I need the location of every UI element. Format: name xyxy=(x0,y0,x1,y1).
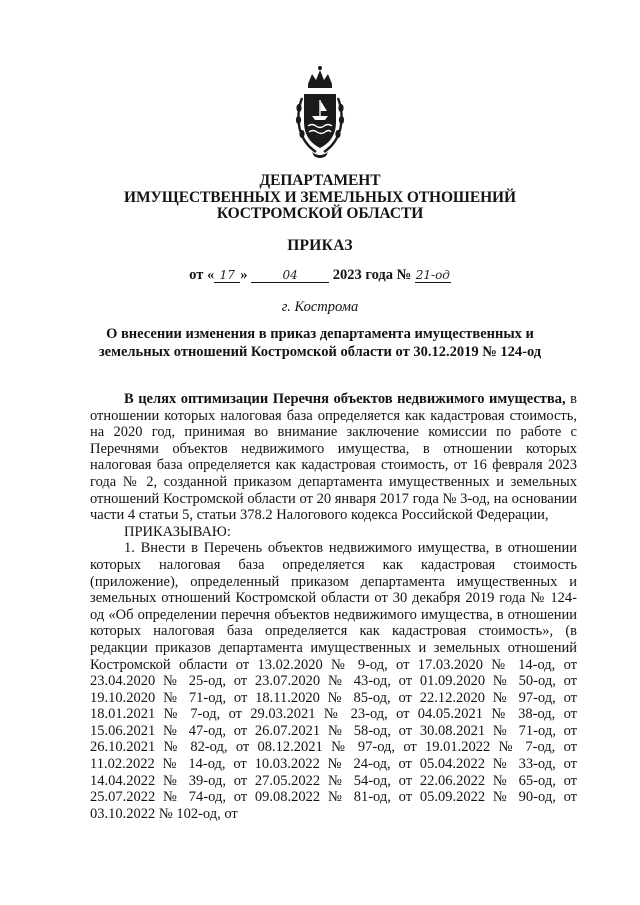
preamble-rest: в отношении которых налоговая база определяется как кадастровая стоимость, на 2020 год, принимая во внимание заключение комиссии по работе с Перечнями объектов недвижимого имущества, в отношении которых налоговая база определяется как кадастровая стоимость, от 16 февраля 2023 года № 2, созданной приказом департамента имущественных и земельных отношений Костромской области от 20 января 2017 года № 3-од, на основании части 4 статьи 5, статьи 378.2 Налогового кодекса Российской Федерации, xyxy=(90,391,577,524)
document-type-title: ПРИКАЗ xyxy=(287,237,353,254)
orders-word: ПРИКАЗЫВАЮ: xyxy=(124,523,231,540)
department-line-2: ИМУЩЕСТВЕННЫХ И ЗЕМЕЛЬНЫХ ОТНОШЕНИЙ xyxy=(124,188,516,206)
department-name xyxy=(0,173,640,223)
date-day-close: » xyxy=(240,267,248,283)
item-1-paragraph: 1. Внести в Перечень объектов недвижимого имущества, в отношении которых налоговая база определяется как кадастровая стоимость (приложение), определенный приказом департамента имущественных и земельных отношений Костромской области от 30 декабря 2019 года № 124-од «Об определении перечня объектов недвижимого имущества, в отношении которых налоговая база определяется как кадастровая стоимость», (в редакции приказов департамента имущественных и земельных отношений Костромской области от 13.02.2020 № 9-од, от 17.03.2020 № 14-од, от 23.04.2020 № 25-од, от 23.07.2020 № 43-од, от 01.09.2020 № 50-од, от 19.10.2020 № 71-од, от 18.11.2020 № 85-од, от 22.12.2020 № 97-од, от 18.01.2021 № 7-од, от 29.03.2021 № 23-од, от 04.05.2021 № 38-од, от 15.06.2021 № 47-од, от 26.07.2021 № 58-од, от 30.08.2021 № 71-од, от 26.10.2021 № 82-од, от 08.12.2021 № 97-од, от 19.01.2022 № 7-од, от 11.02.2022 № 14-од, от 10.03.2022 № 24-од, от 05.04.2022 № 33-од, от 14.04.2022 № 39-од, от 27.05.2022 № 54-од, от 22.06.2022 № 65-од, от 25.07.2022 № 74-од, от 09.08.2022 № 81-од, от 05.09.2022 № 90-од, от 03.10.2022 № 102-од, от xyxy=(90,540,577,822)
department-line-3: КОСТРОМСКОЙ ОБЛАСТИ xyxy=(216,205,424,222)
order-month-handwritten: 04 xyxy=(251,268,329,283)
order-subject-line-1: О внесении изменения в приказ департамента имущественных и xyxy=(106,326,534,342)
order-body xyxy=(90,391,577,822)
preamble-lead: В целях оптимизации Перечня объектов недвижимого имущества, xyxy=(124,391,566,407)
order-number-handwritten: 21-од xyxy=(415,268,450,282)
order-subject xyxy=(0,326,640,361)
order-day-handwritten: 17 xyxy=(214,268,240,283)
city-name: г. Кострома xyxy=(281,299,359,315)
order-subject-line-2: земельных отношений Костромской области от 30.12.2019 № 124-од xyxy=(98,343,542,360)
department-line-1: ДЕПАРТАМЕНТ xyxy=(259,172,381,189)
order-year-text: 2023 года № xyxy=(332,267,412,283)
coat-of-arms-icon xyxy=(294,64,346,160)
order-date-number xyxy=(0,267,640,284)
preamble-paragraph xyxy=(90,391,577,524)
date-prefix: от « xyxy=(189,267,215,283)
